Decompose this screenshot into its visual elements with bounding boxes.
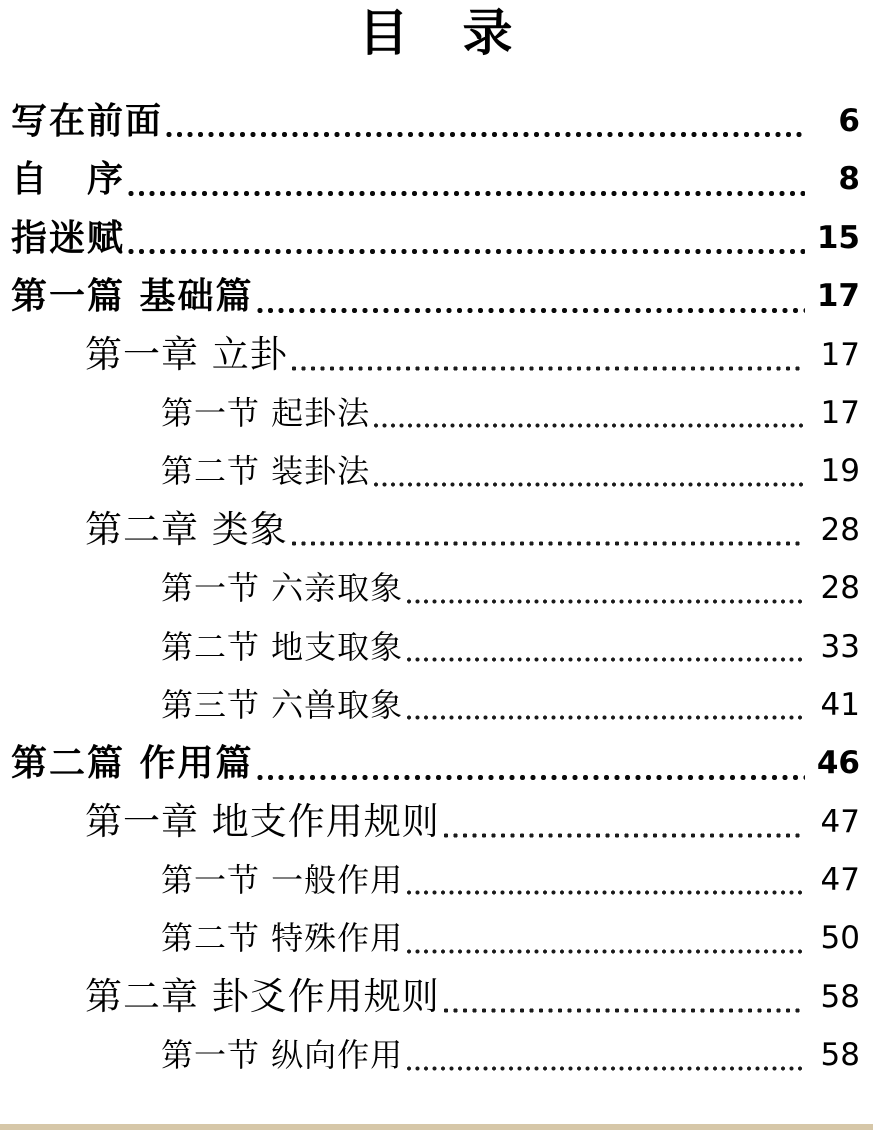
toc-entry-label: 第一章 地支作用规则: [85, 799, 440, 843]
toc-entry-label: 第二章 类象: [85, 507, 288, 551]
dot-leader: [288, 501, 810, 559]
dot-leader: [403, 851, 810, 909]
page-number: 17: [820, 336, 860, 373]
toc-entry-label: 第一节 起卦法: [161, 393, 371, 432]
toc-entry: [0, 734, 873, 792]
toc-entry-label: 写在前面: [11, 100, 164, 142]
page-number: 47: [820, 803, 860, 840]
page-number: 17: [820, 394, 860, 431]
toc-entry: [0, 793, 873, 851]
toc-entry-label: 第一节 一般作用: [161, 861, 404, 900]
toc-entry: [0, 442, 873, 500]
toc-entry: [0, 1026, 873, 1084]
toc-entry: [0, 92, 873, 150]
page-number: 28: [820, 570, 860, 607]
page-number: 15: [816, 219, 860, 256]
toc-entry: [0, 559, 873, 617]
dot-leader: [254, 734, 810, 792]
page-number: 47: [820, 862, 860, 899]
toc-entry: [0, 209, 873, 267]
page-number: 50: [820, 920, 860, 957]
dot-leader: [403, 618, 810, 676]
dot-leader: [125, 150, 810, 208]
dot-leader: [403, 676, 810, 734]
toc-entry-label: 第一节 六亲取象: [161, 569, 404, 608]
toc-entry-label: 第三节 六兽取象: [161, 685, 404, 724]
toc-entry-label: 第二节 特殊作用: [161, 919, 404, 958]
toc-entry-label: 第一篇 基础篇: [11, 275, 254, 318]
dot-leader: [440, 968, 810, 1026]
toc-entry-label: 第二节 地支取象: [161, 627, 404, 666]
toc-entry-label: 第二节 装卦法: [161, 452, 371, 491]
page-number: 58: [820, 978, 860, 1015]
toc-entry: [0, 501, 873, 559]
toc-entry: [0, 384, 873, 442]
page-title: 目 录: [358, 4, 515, 62]
toc-entry: [0, 326, 873, 384]
toc-entry: [0, 267, 873, 325]
toc-entry-label: 第一节 纵向作用: [161, 1036, 404, 1075]
page-number: 8: [838, 161, 860, 198]
toc-entry: [0, 618, 873, 676]
toc-entry: [0, 909, 873, 967]
toc-entry-label: 自 序: [11, 158, 126, 201]
page-number: 58: [820, 1037, 860, 1074]
toc-entry-label: 第二篇 作用篇: [11, 742, 254, 785]
toc-entry-label: 第一章 立卦: [85, 332, 288, 376]
dot-leader: [403, 559, 810, 617]
dot-leader: [163, 92, 810, 150]
page-number: 46: [816, 745, 860, 782]
page-number: 28: [820, 511, 860, 548]
toc-entry-label: 第二章 卦爻作用规则: [85, 974, 440, 1018]
dot-leader: [403, 1026, 810, 1084]
dot-leader: [370, 442, 810, 500]
toc-entry: [0, 150, 873, 208]
dot-leader: [370, 384, 810, 442]
dot-leader: [125, 209, 810, 267]
page-number: 41: [820, 686, 860, 723]
page-number: 6: [838, 103, 860, 139]
page-number: 19: [820, 453, 860, 490]
table-of-contents: [0, 92, 873, 1085]
dot-leader: [403, 909, 810, 967]
page-number: 17: [816, 278, 860, 315]
dot-leader: [440, 793, 810, 851]
footer-rule: [0, 1124, 873, 1130]
toc-entry-label: 指迷赋: [11, 216, 126, 259]
toc-entry: [0, 968, 873, 1026]
dot-leader: [288, 326, 810, 384]
page-number: 33: [820, 628, 860, 665]
toc-entry: [0, 676, 873, 734]
dot-leader: [254, 267, 810, 325]
toc-entry: [0, 851, 873, 909]
